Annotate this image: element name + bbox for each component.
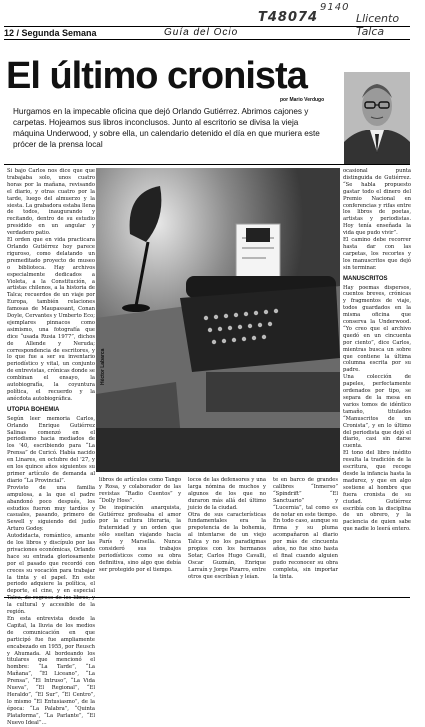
paragraph: De inspiración anarquista, Gutiérrez profesaba el amor por la cultura literaria, la fraternidad y un orden que sólo sueltan viajando hacia París y Marsella. Nunca consideró sus trabajos periodísticos como su obra definitiva, sino algo que debía ser protegido por el tiempo. [99, 504, 181, 573]
paragraph: El camino debe recorrer hasta dar con las carpetas, los recortes y los manuscritos que dejó sin terminar. [343, 237, 411, 271]
typewriter-office-photo [96, 168, 340, 472]
paragraph: Provisto de una familia ampulosa, a la que el padre abandonó poco después, los estudios fueron muy tardíos y casuales, pasando, primero de Sewell y siguiendo del judío Arturo Godoy. [7, 484, 95, 533]
author-portrait-photo [344, 72, 410, 164]
divider [4, 164, 410, 165]
photo-credit: Héctor Labarca [100, 348, 106, 385]
paragraph: Según leer memoria Carlos, Orlando Enrique Gutiérrez Salinas comenzó en el periodismo hacia mediados de los '40, escribiendo para “La Prensa” de Curicó. Había nacido en Linares, en octubre del '27, y en los quince años siguientes su primer artículo de demanda al diario “La Provincial”. [7, 415, 95, 484]
paragraph: Hay poemas dispersos, cuentos breves, crónicas y fragmentos de viaje, todos guardados en la misma oficina que conserva la Underwood. “Yo creo que el archivo quedó en un cincuenta por ciento”, dice Carlos, mientras busca un sobre que contiene la última columna escrita por su padre. [343, 284, 411, 374]
handwritten-note-number: 9140 [320, 2, 350, 13]
handwritten-note-code: T48074 [258, 10, 319, 25]
article-column-2 [99, 477, 181, 596]
paragraph: Si bajo Carlos nos dice que que trabajaba solo, unos cuatro horas por la mañana, revisando el diario, y otras cuatro por la tarde, luego del almuerzo y la siesta. La grabadora estaba llena de todos, inaugurando y recitando, dentro de su estudio presidido en un angular y verdadero patio. [7, 168, 95, 237]
paragraph: locos de las defensores y una larga nómina de muchos y algunos de los que no duraron más allá del último juicio de la ciudad. [188, 477, 266, 511]
subheading: MANUSCRITOS [343, 275, 388, 282]
byline: por Mario Verdugo [280, 97, 325, 103]
subheading: UTOPIA BOHEMIA [7, 406, 60, 413]
article-column-3 [188, 477, 266, 596]
paragraph: Autodidacta, romántico, amante de los libros y discípulo por las privaciones económicas, Orlando hace su entrada gloriosamente por el pasado que recordó con creces su vocación para trabajar la tinta y el papel. En este periodo adquiere la política, el deporte, el cine, y en especial Talca, de regreso de los libros, y la cultural y accesible de la región. [7, 533, 95, 616]
page-header [4, 26, 410, 40]
paragraph: El tono del libro inédito resulta la tradición de la escritura, que recoge desde la infancia hasta la madurez, y que en algo sostiene al hombre que fuera cronista de su ciudad. Gutiérrez escribía con la disciplina de un obrero, y la paciencia de quien sabe que nadie lo leerá entero. [343, 450, 411, 533]
paragraph: Otra de sus características fundamentales era la prepotencia de la bohemia, al intentarse de un viejo Talca y no los paradigmas propios con los hermanos Sotar, Carlos Hugo Cavalli, Oscar Guzmán, Enrique Larraín y Jorge Pizarro, entre otros que escribían y leían. [188, 511, 266, 580]
article-column-4 [273, 477, 338, 596]
page-bottom-rule [4, 597, 410, 598]
article-column-1 [7, 168, 95, 726]
paragraph: En todo caso, aunque su firma y su pluma acompañaron al diario por más de cincuenta años, no fue sino hasta el final cuando alguien pudo reconocer su obra completa, sin importar la tinta. [273, 518, 338, 580]
headline: El último cronista [6, 55, 307, 97]
paragraph: libros de artículos como Tango y Rosa, y colaborador de las revistas “Radio Cuentos” y “Dolly Hoss”. [99, 477, 181, 504]
handwritten-note-source: Llicento Talca [356, 12, 400, 38]
paragraph: ocasional punta distinguida de Gutiérrez. “Se habla propuesto gastar todo el dinero del Premio Nacional en conferencias y rifas entre los libros de poetas, artistas y periodistas. Hoy tenía enseñada la vida que pudo vivir”. [343, 168, 411, 237]
article-column-5 [343, 168, 411, 596]
paragraph: Una colección de papeles, perfectamente ordenados por tipo, se separa de la mesa en varios tomos de idéntico tamaño, titulados “Manuscritos de un Cronista”, y en lo último del periodista que dejó el diario, casi sin darse cuenta. [343, 374, 411, 450]
paragraph: te en barco de grandes calibres “Inmerso” “Spindrift” “El Sanctuario” y “Lucernia”, tal como es de notar en este tiempo. [273, 477, 338, 518]
paragraph: El orden que en vida practicara Orlando Gutiérrez hoy parece riguroso, como delatando un premeditado proyecto de museo o biblioteca. Hay archivos especialmente dedicados a Violeta, a la Constitución, a artistas chilenos, a la historia de Talca; recuerdos de un viaje por Europa, también relaciones famosas de Maupassant, Conan Doyle, Cervantes y Umberto Eco; ejemplares pinnacos como asimismo, una fotografía que dice “usada Rusia 1977”, dichos de Allende y Neruda; correspondencia de escritores, y lo que fue a ser su inventario periodístico y vital, un conjunto de entrevistas, crónicas donde se combinan el ensayo, la autobiografía, la coyuntura política, el recuerdo y la anécdota autobiográfica. [7, 237, 95, 402]
lead-paragraph: Hurgamos en la impecable oficina que dejó Orlando Gutiérrez. Abrimos cajones y carpetas. Hojeamos sus libros inconclusos. Junto al escritorio se divisa la vieja máquina Underwood, y sobre ella, un calendario detenido el día en que muriera este prócer de la prensa local [13, 107, 320, 149]
page-number: 12 / Segunda Semana [4, 28, 97, 38]
section-title: Guía del Ocio [164, 27, 239, 38]
paragraph: En esta entrevista desde la Capital, la lluvia de los medios de comunicación en que participó fue fue ampliamente encabezado en 1955, por Reusch y Ahumada. Al bordeando los titulares que mencionó el hombre: “La Tarde”, “La Mañana”, “El Liceano”, “La Prensa”, “El Intruso”, “La Vida Nueva”, “El Regional”, “El Heraldo”, “El Sur”, “El Centro”, lo mismo “El Entusiasmo”, de la época: “La Palabra”, “Quinta Plataforma”, “La Parlante”, “El Nuevo Ideal”… [7, 616, 95, 726]
